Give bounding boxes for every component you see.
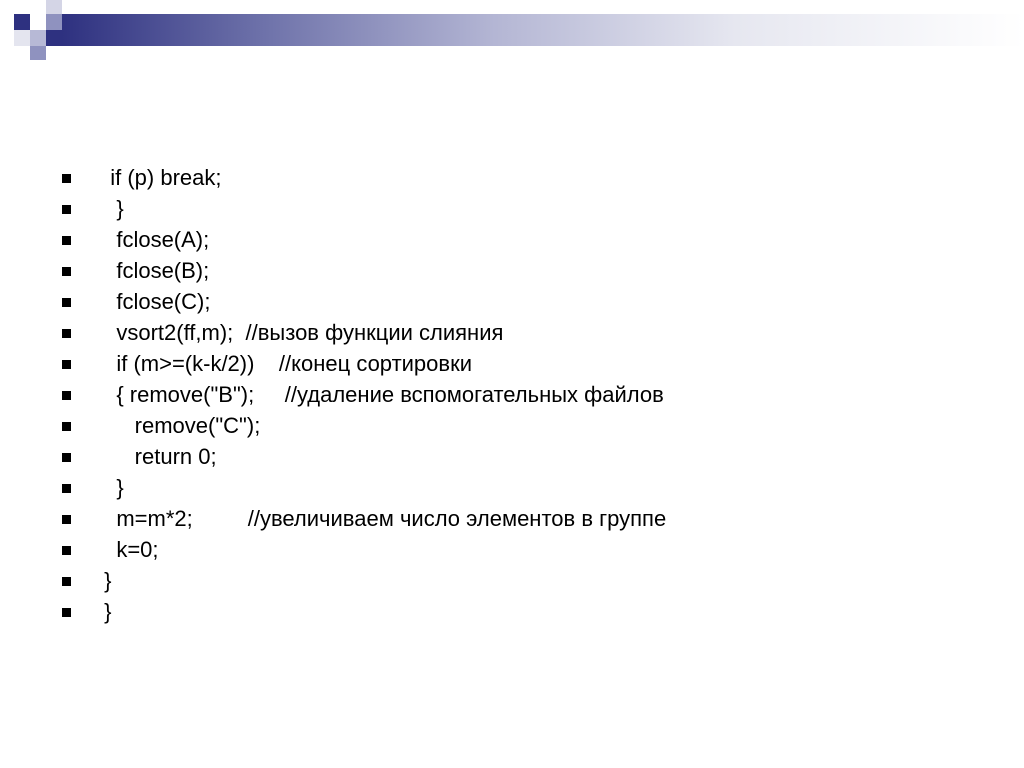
code-line-text: fclose(A); [98, 227, 210, 252]
code-line-text: } [98, 568, 112, 593]
square-bullet-icon [62, 484, 71, 493]
square-bullet-icon [62, 205, 71, 214]
square-bullet-icon [62, 236, 71, 245]
header-gradient-bar [62, 14, 1024, 46]
decor-square-icon [30, 30, 46, 46]
square-bullet-icon [62, 577, 71, 586]
square-bullet-icon [62, 360, 71, 369]
square-bullet-icon [62, 267, 71, 276]
code-line-text: } [98, 599, 112, 624]
square-bullet-icon [62, 329, 71, 338]
square-bullet-icon [62, 298, 71, 307]
square-bullet-icon [62, 515, 71, 524]
square-bullet-icon [62, 453, 71, 462]
code-line-text: } [98, 196, 124, 221]
code-line-text: fclose(B); [98, 258, 210, 283]
code-line-text: remove("C"); [98, 413, 261, 438]
decor-square-icon [30, 14, 46, 30]
decor-square-icon [30, 46, 46, 60]
decor-square-icon [14, 30, 30, 46]
square-bullet-icon [62, 391, 71, 400]
code-line-text: m=m*2; //увеличиваем число элементов в группе [98, 506, 667, 531]
code-line-text: if (p) break; [98, 165, 222, 190]
decor-square-icon [46, 14, 62, 30]
code-line-text: if (m>=(k-k/2)) //конец сортировки [98, 351, 472, 376]
square-bullet-icon [62, 608, 71, 617]
code-line-text: { remove("B"); //удаление вспомогательных файлов [98, 382, 664, 407]
decor-square-icon [46, 30, 62, 46]
decor-square-icon [14, 14, 30, 30]
square-bullet-icon [62, 422, 71, 431]
code-line-text: k=0; [98, 537, 159, 562]
code-line-text: } [98, 475, 124, 500]
code-line-text: vsort2(ff,m); //вызов функции слияния [98, 320, 504, 345]
code-line-text: fclose(C); [98, 289, 211, 314]
square-bullet-icon [62, 546, 71, 555]
code-line-text: return 0; [98, 444, 217, 469]
square-bullet-icon [62, 174, 71, 183]
decor-square-icon [46, 0, 62, 14]
